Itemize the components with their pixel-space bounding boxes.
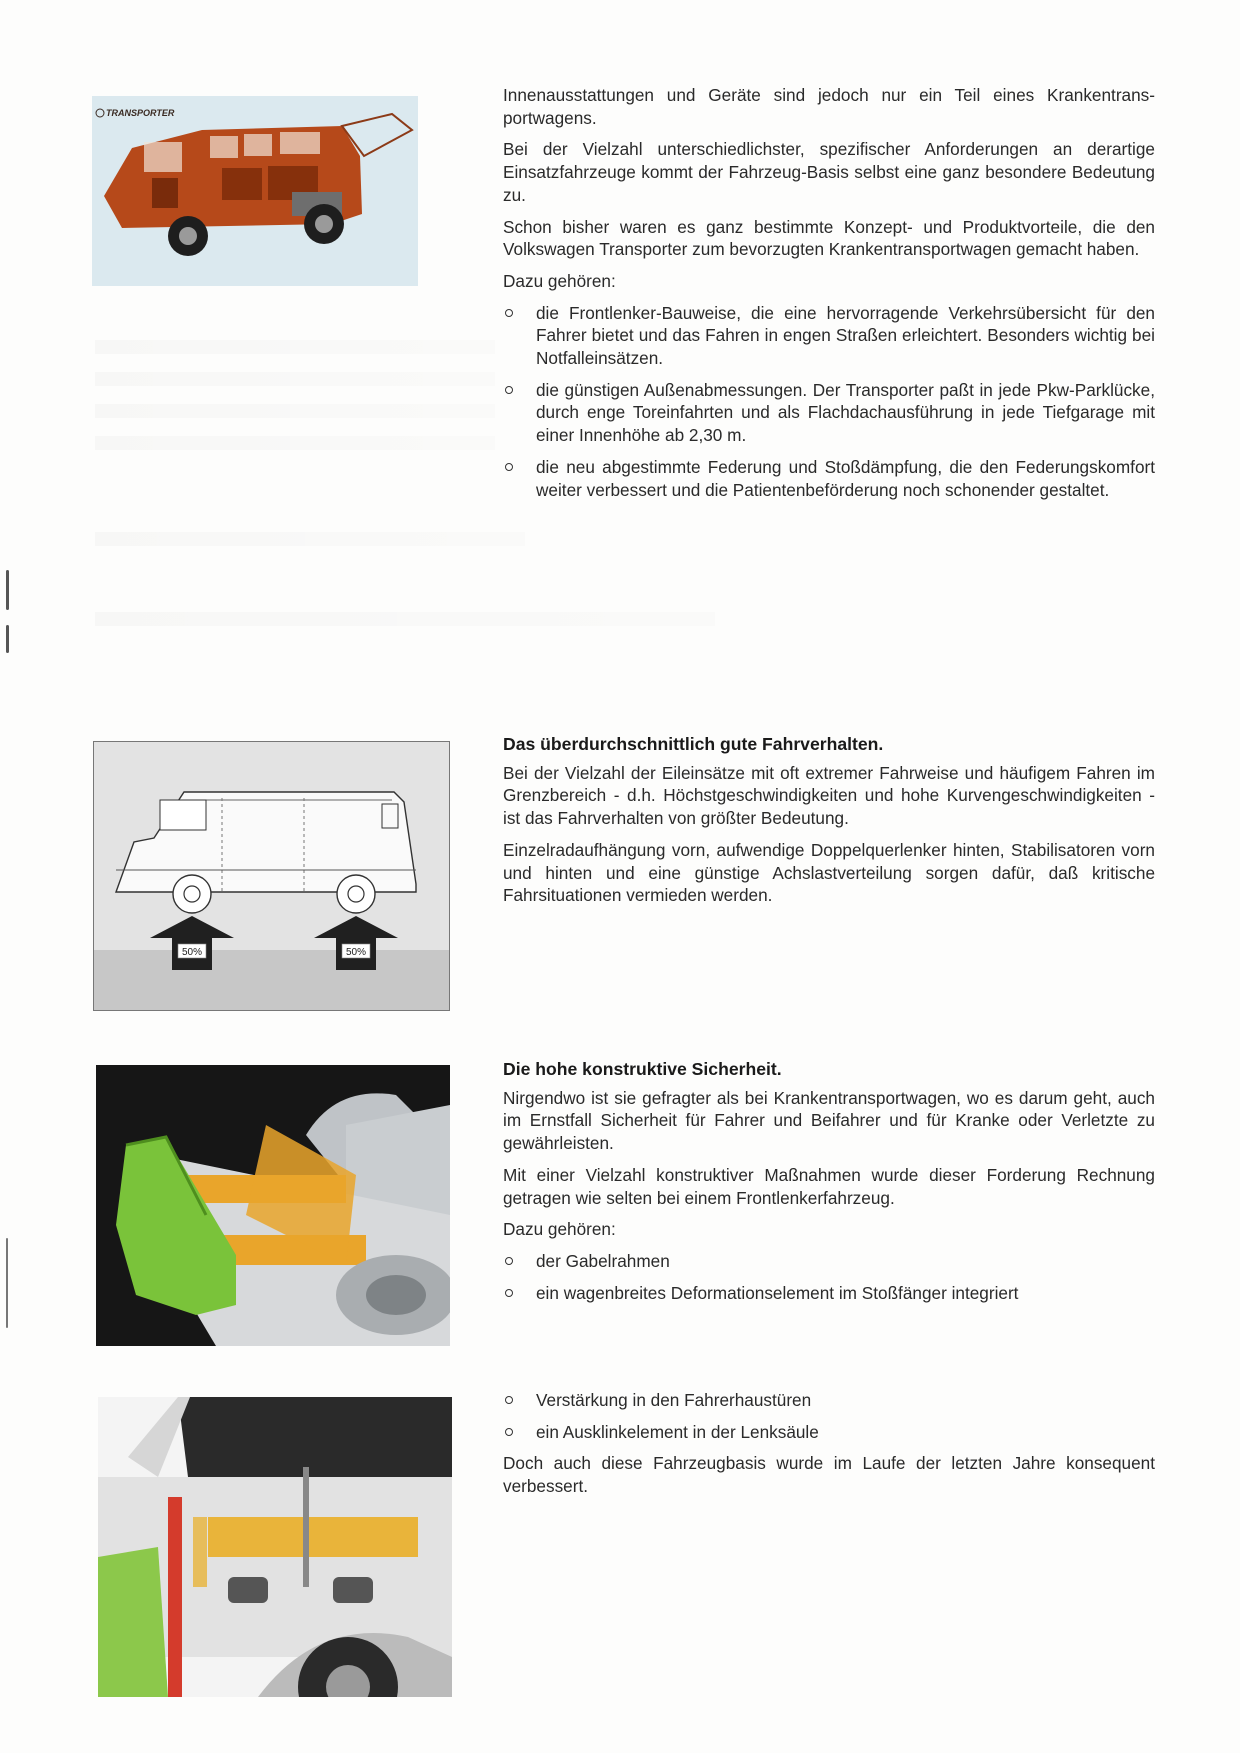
show-through: [95, 404, 495, 418]
handling-paragraph: Bei der Vielzahl der Eileinsätze mit oft extremer Fahrweise und häufigem Fahren im Grenzbereich - d.h. Höchstgeschwindigkeiten und hohe Kurvengeschwindigkeiten - ist das Fahrverhalten von größter Bedeutung.: [503, 762, 1155, 829]
circle-bullet-icon: [505, 386, 513, 394]
safety-continued-section: [503, 1389, 1155, 1507]
show-through: [95, 372, 495, 386]
circle-bullet-icon: [505, 1257, 513, 1265]
front-axle-load-label: 50%: [181, 947, 203, 958]
transporter-badge: TRANSPORTER: [106, 108, 175, 118]
safety-paragraph: Mit einer Vielzahl konstruktiver Maßnahmen wurde dieser Forderung Rechnung getragen wie selten bei einem Frontlenkerfahrzeug.: [503, 1164, 1155, 1208]
binding-staple: [6, 625, 9, 653]
safety-paragraph: Nirgendwo ist sie gefragter als bei Krankentransportwagen, wo es darum geht, auch im Ernstfall Sicherheit für Fahrer und Beifahrer und für Kranke oder Verletzte zu gewährleisten.: [503, 1087, 1155, 1154]
rear-axle-load-label: 50%: [345, 947, 367, 958]
circle-bullet-icon: [505, 309, 513, 317]
safety-measures-list-continued: [503, 1389, 1155, 1443]
section-heading: Die hohe konstruktive Sicherheit.: [503, 1059, 782, 1079]
list-item: Verstärkung in den Fahrerhaustüren: [503, 1389, 1155, 1412]
list-intro: Dazu gehören:: [503, 270, 616, 291]
safety-measures-list: [503, 1250, 1155, 1304]
show-through: [95, 532, 525, 546]
list-item: die günstigen Außenabmessungen. Der Transporter paßt in jede Pkw-Parklücke, durch enge Toreinfahrten und als Flachdachausführung in jede Tiefgarage mit einer Innenhöhe ab 2,30 m.: [503, 379, 1155, 447]
safety-section: [503, 1058, 1155, 1313]
axle-load-diagram: [93, 741, 450, 1011]
list-item: der Gabelrahmen: [503, 1250, 1155, 1273]
show-through: [95, 612, 715, 626]
advantages-list: [503, 302, 1155, 502]
list-item: die neu abgestimmte Federung und Stoßdämpfung, die den Federungskomfort weiter verbessert und die Patientenbeförderung noch schonender gestaltet.: [503, 456, 1155, 501]
transporter-cutaway-image: [92, 96, 418, 286]
list-item: ein Ausklinkelement in der Lenksäule: [503, 1421, 1155, 1444]
fork-frame-photo: [96, 1065, 450, 1346]
list-item: die Frontlenker-Bauweise, die eine hervorragende Verkehrsübersicht für den Fahrer bietet und das Fahren in engen Straßen erleichtert. Besonders wichtig bei Notfalleinsätzen.: [503, 302, 1155, 370]
circle-bullet-icon: [505, 1396, 513, 1404]
circle-bullet-icon: [505, 1289, 513, 1297]
circle-bullet-icon: [505, 1428, 513, 1436]
intro-paragraph: Bei der Vielzahl unterschiedlichster, spezifischer Anforderungen an derartige Einsatzfahrzeuge kommt der Fahrzeug-Basis selbst eine ganz besondere Bedeutung zu.: [503, 139, 1155, 205]
door-reinforcement-photo: [98, 1397, 452, 1697]
closing-paragraph: Doch auch diese Fahrzeugbasis wurde im Laufe der letzten Jahre konsequent verbessert.: [503, 1453, 1155, 1497]
list-item: ein wagenbreites Deformationselement im Stoßfänger integriert: [503, 1282, 1155, 1305]
circle-bullet-icon: [505, 463, 513, 471]
section-heading: Das überdurchschnittlich gute Fahrverhalten.: [503, 734, 884, 754]
intro-section: [503, 84, 1155, 510]
intro-paragraph: Innenausstattungen und Geräte sind jedoch nur ein Teil eines Krankentransportwagens.: [503, 85, 1155, 128]
binding-staple: [6, 570, 9, 610]
list-intro: Dazu gehören:: [503, 1219, 616, 1240]
show-through: [95, 340, 495, 354]
handling-paragraph: Einzelradaufhängung vorn, aufwendige Doppelquerlenker hinten, Stabilisatoren vorn und hinten und eine günstige Achslastverteilung sorgen dafür, daß kritische Fahrsituationen vermieden werden.: [503, 839, 1155, 906]
binding-staple: [6, 1238, 8, 1328]
show-through: [95, 436, 495, 450]
intro-paragraph: Schon bisher waren es ganz bestimmte Konzept- und Produktvorteile, die den Volkswagen Transporter zum bevorzugten Krankentransportwagen gemacht haben.: [503, 216, 1155, 260]
handling-section: [503, 733, 1155, 916]
